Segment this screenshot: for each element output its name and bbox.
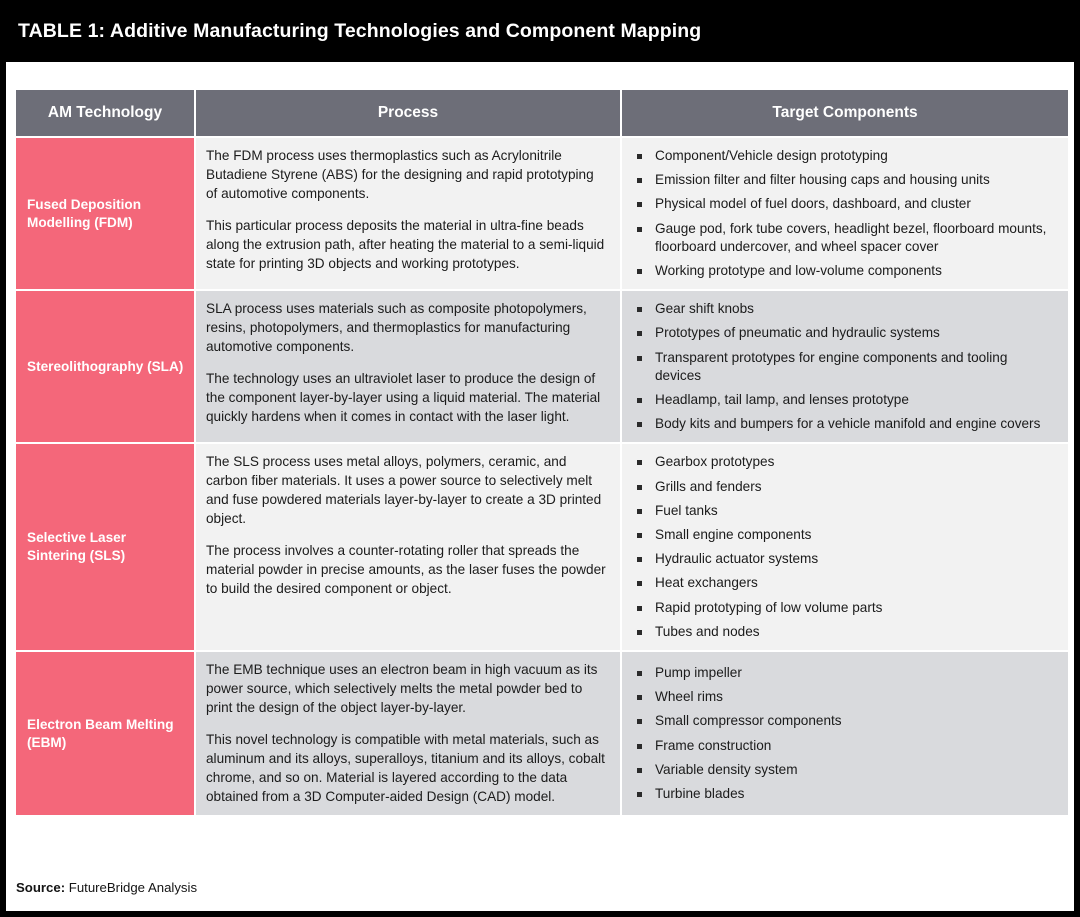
- components-list: [634, 300, 1056, 433]
- list-item: Fuel tanks: [634, 502, 1056, 520]
- components-list: [634, 147, 1056, 280]
- source-label: Source:: [16, 880, 66, 895]
- list-item: Pump impeller: [634, 664, 1056, 682]
- table-row: [16, 291, 1068, 442]
- process-paragraph: The technology uses an ultraviolet laser to produce the design of the component layer-by-layer using a liquid material. The material quickly hardens when it comes in contact with the laser light.: [206, 371, 601, 424]
- process-paragraph: The EMB technique uses an electron beam in high vacuum as its power source, which selectively melts the metal powder bed to print the design of the object layer-by-layer.: [206, 662, 598, 715]
- page-title: TABLE 1: Additive Manufacturing Technologies and Component Mapping: [18, 19, 702, 42]
- source-value: FutureBridge Analysis: [65, 880, 198, 895]
- cell-process: [196, 652, 620, 815]
- list-item: Prototypes of pneumatic and hydraulic systems: [634, 324, 1056, 342]
- list-item: Tubes and nodes: [634, 623, 1056, 641]
- list-item: Hydraulic actuator systems: [634, 550, 1056, 568]
- cell-target-components: [622, 291, 1068, 442]
- table-row: [16, 444, 1068, 650]
- list-item: Grills and fenders: [634, 478, 1056, 496]
- list-item: Physical model of fuel doors, dashboard, and cluster: [634, 195, 1056, 213]
- components-list: [634, 453, 1056, 641]
- table-body: [16, 138, 1068, 815]
- am-technologies-table: [14, 88, 1070, 817]
- table-row: [16, 138, 1068, 289]
- list-item: Wheel rims: [634, 688, 1056, 706]
- list-item: Small compressor components: [634, 712, 1056, 730]
- list-item: Emission filter and filter housing caps and housing units: [634, 171, 1056, 189]
- process-paragraph: This novel technology is compatible with metal materials, such as aluminum and its alloys, superalloys, titanium and its alloys, cobalt chrome, and so on. Material is layered according to the data obtained from a 3D Computer-aided Design (CAD) model.: [206, 732, 605, 804]
- process-paragraph: The FDM process uses thermoplastics such as Acrylonitrile Butadiene Styrene (ABS) for the designing and rapid prototyping of automotive components.: [206, 148, 594, 201]
- process-paragraph: SLA process uses materials such as composite photopolymers, resins, photopolymers, and thermoplastics for manufacturing automotive components.: [206, 301, 587, 354]
- table-card: [6, 62, 1074, 911]
- list-item: Headlamp, tail lamp, and lenses prototype: [634, 391, 1056, 409]
- process-paragraph: The SLS process uses metal alloys, polymers, ceramic, and carbon fiber materials. It uses a power source to selectively melt and fuse powdered materials layer-by-layer to create a 3D printed object.: [206, 454, 602, 526]
- cell-process: [196, 138, 620, 289]
- column-header-process: Process: [196, 90, 620, 136]
- cell-process: [196, 291, 620, 442]
- process-paragraph: This particular process deposits the material in ultra-fine beads along the extrusion path, after heating the material to a semi-liquid state for printing 3D objects and working prototypes.: [206, 218, 605, 271]
- list-item: Heat exchangers: [634, 574, 1056, 592]
- header-row: [16, 90, 1068, 136]
- cell-target-components: [622, 444, 1068, 650]
- list-item: Variable density system: [634, 761, 1056, 779]
- list-item: Body kits and bumpers for a vehicle manifold and engine covers: [634, 415, 1056, 433]
- cell-process: [196, 444, 620, 650]
- cell-technology: Fused Deposition Modelling (FDM): [16, 138, 194, 289]
- list-item: Turbine blades: [634, 785, 1056, 803]
- table-container: [14, 88, 1066, 817]
- list-item: Small engine components: [634, 526, 1056, 544]
- list-item: Component/Vehicle design prototyping: [634, 147, 1056, 165]
- components-list: [634, 664, 1056, 803]
- list-item: Frame construction: [634, 737, 1056, 755]
- column-header-am-technology: AM Technology: [16, 90, 194, 136]
- list-item: Gear shift knobs: [634, 300, 1056, 318]
- column-header-target-components: Target Components: [622, 90, 1068, 136]
- table-row: [16, 652, 1068, 815]
- list-item: Rapid prototyping of low volume parts: [634, 599, 1056, 617]
- cell-target-components: [622, 652, 1068, 815]
- list-item: Working prototype and low-volume components: [634, 262, 1056, 280]
- table-header: [16, 90, 1068, 136]
- cell-technology: Stereolithography (SLA): [16, 291, 194, 442]
- list-item: Transparent prototypes for engine components and tooling devices: [634, 349, 1056, 385]
- list-item: Gauge pod, fork tube covers, headlight bezel, floorboard mounts, floorboard undercover, and wheel spacer cover: [634, 220, 1056, 256]
- table-title-band: [0, 0, 1080, 62]
- cell-technology: Electron Beam Melting (EBM): [16, 652, 194, 815]
- list-item: Gearbox prototypes: [634, 453, 1056, 471]
- process-paragraph: The process involves a counter-rotating roller that spreads the material powder in precise amounts, as the laser fuses the powder to build the desired component or object.: [206, 543, 606, 596]
- source-note: [16, 880, 197, 895]
- cell-target-components: [622, 138, 1068, 289]
- cell-technology: Selective Laser Sintering (SLS): [16, 444, 194, 650]
